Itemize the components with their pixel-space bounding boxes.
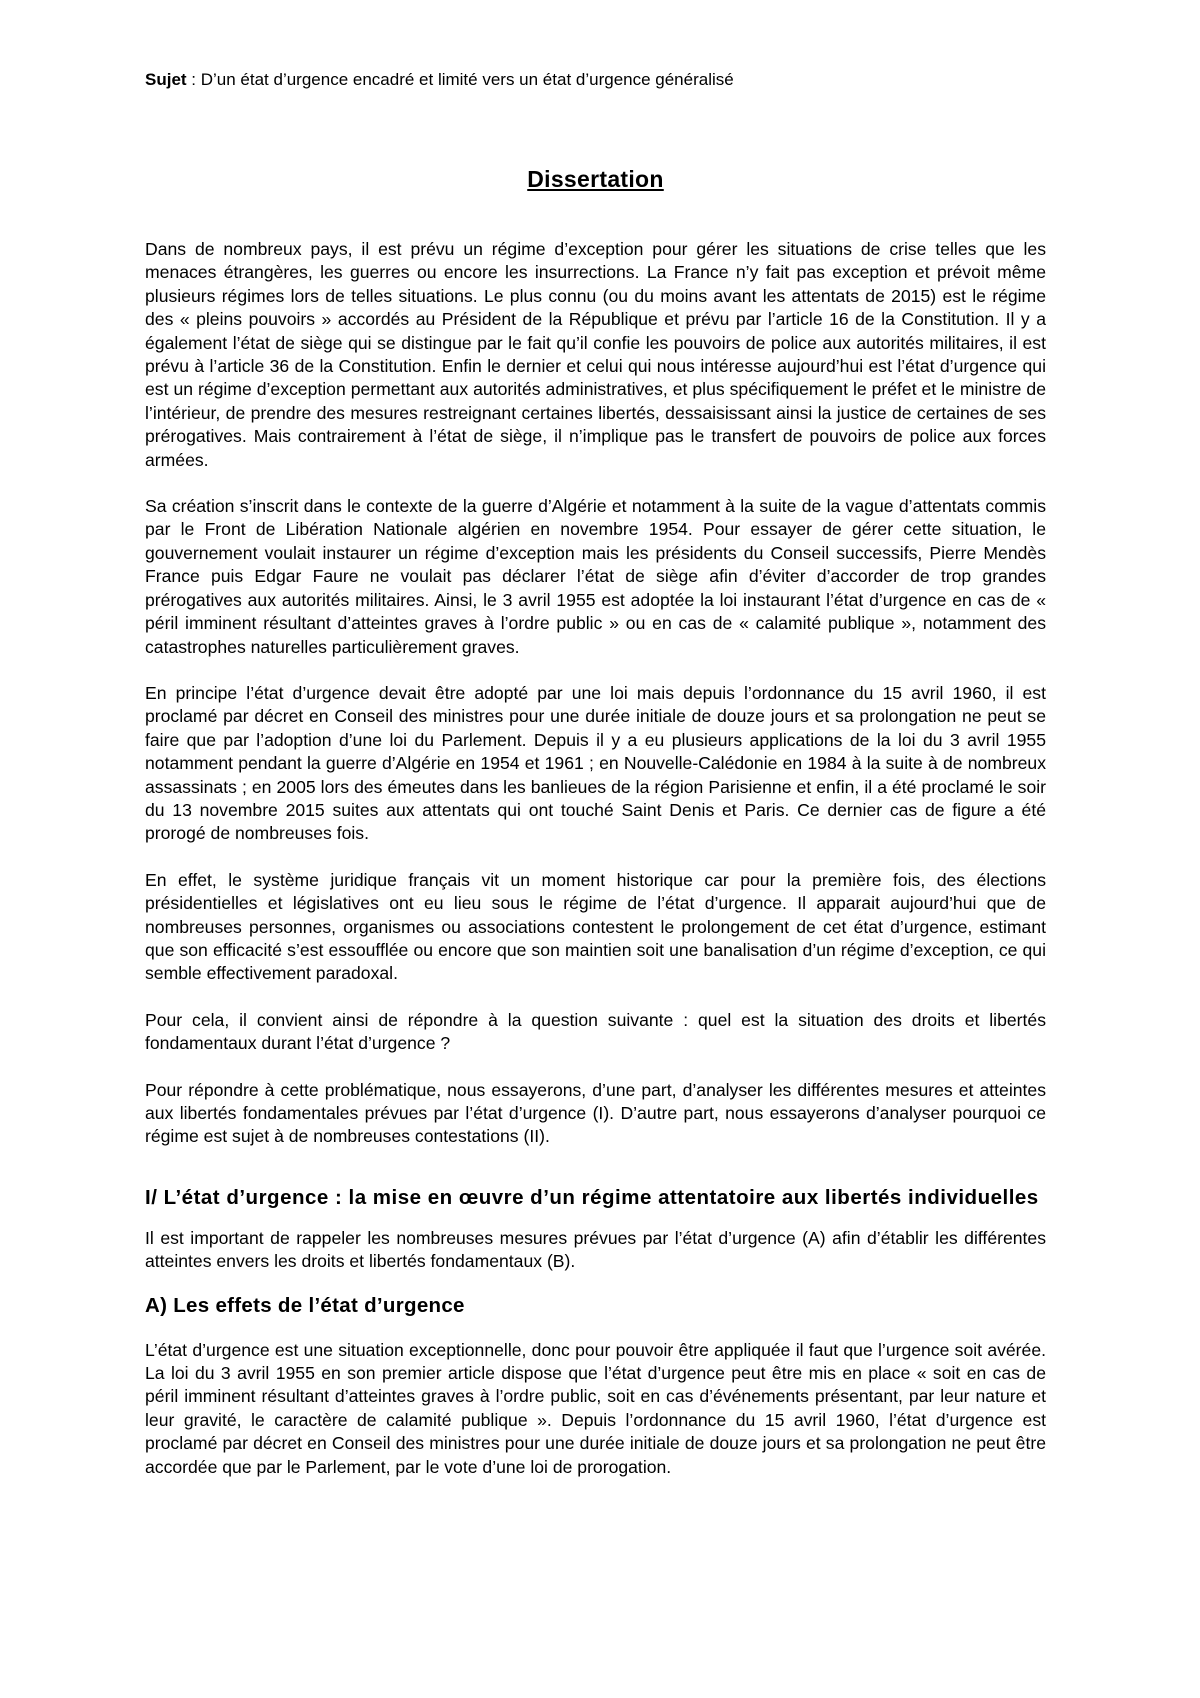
paragraph-annonce-plan: Pour répondre à cette problématique, nous essayerons, d’une part, d’analyser les différentes mesures et atteintes aux libertés fondamentales prévues par l’état d’urgence (I). D’autre part, nous essayerons d’analyser pourquoi ce régime est sujet à de nombreuses contestations (II). xyxy=(145,1079,1046,1147)
subsection-a-paragraph: L’état d’urgence est une situation exceptionnelle, donc pour pouvoir être appliquée il faut que l’urgence soit avérée. La loi du 3 avril 1955 en son premier article dispose que l’état d’urgence peut être mis en place « soit en cas de péril imminent résultant d’atteintes graves à l’ordre public, soit en cas d’événements présentant, par leur nature et leur gravité, le caractère de calamité publique ». Depuis l’ordonnance du 15 avril 1960, l’état d’urgence est proclamé par décret en Conseil des ministres pour une durée initiale de douze jours et sa prolongation ne peut être accordée que par le Parlement, par le vote d’une loi de prorogation. xyxy=(145,1339,1046,1477)
subsection-a-heading: A) Les effets de l’état d’urgence xyxy=(145,1293,465,1317)
subject-text: : D’un état d’urgence encadré et limité vers un état d’urgence généralisé xyxy=(186,70,734,89)
document-page xyxy=(145,68,1046,1479)
section-1-heading: I/ L’état d’urgence : la mise en œuvre d’un régime attentatoire aux libertés individuelles xyxy=(145,1185,1039,1209)
paragraph-problematique: Pour cela, il convient ainsi de répondre à la question suivante : quel est la situation des droits et libertés fondamentaux durant l’état d’urgence ? xyxy=(145,1009,1046,1054)
paragraph-intro-2: Sa création s’inscrit dans le contexte de la guerre d’Algérie et notamment à la suite de la vague d’attentats commis par le Front de Libération Nationale algérien en novembre 1954. Pour essayer de gérer cette situation, le gouvernement voulait instaurer un régime d’exception mais les présidents du Conseil successifs, Pierre Mendès France puis Edgar Faure ne voulait pas déclarer l’état de siège afin d’éviter d’accorder de trop grandes prérogatives aux autorités militaires. Ainsi, le 3 avril 1955 est adoptée la loi instaurant l’état d’urgence en cas de « péril imminent résultant d’atteintes graves à l’ordre public » ou en cas de « calamité publique », notamment des catastrophes naturelles particulièrement graves. xyxy=(145,496,1046,657)
subject-line xyxy=(145,68,1046,91)
section-1-intro: Il est important de rappeler les nombreuses mesures prévues par l’état d’urgence (A) afin d’établir les différentes atteintes envers les droits et libertés fondamentaux (B). xyxy=(145,1227,1046,1272)
paragraph-intro-1: Dans de nombreux pays, il est prévu un régime d’exception pour gérer les situations de crise telles que les menaces étrangères, les guerres ou encore les insurrections. La France n’y fait pas exception et prévoit même plusieurs régimes lors de telles situations. Le plus connu (ou du moins avant les attentats de 2015) est le régime des « pleins pouvoirs » accordés au Président de la République et prévu par l’article 16 de la Constitution. Il y a également l’état de siège qui se distingue par le fait qu’il confie les pouvoirs de police aux autorités militaires, il est prévu à l’article 36 de la Constitution. Enfin le dernier et celui qui nous intéresse aujourd’hui est l’état d’urgence qui est un régime d’exception permettant aux autorités administratives, et plus spécifiquement le préfet et le ministre de l’intérieur, de prendre des mesures restreignant certaines libertés, dessaisissant ainsi la justice de certaines de ses prérogatives. Mais contrairement à l’état de siège, il n’implique pas le transfert de pouvoirs de police aux forces armées. xyxy=(145,239,1046,470)
document-title: Dissertation xyxy=(527,166,664,192)
paragraph-intro-3: En principe l’état d’urgence devait être adopté par une loi mais depuis l’ordonnance du 15 avril 1960, il est proclamé par décret en Conseil des ministres pour une durée initiale de douze jours et sa prolongation ne peut se faire que par l’adoption d’une loi du Parlement. Depuis il y a eu plusieurs applications de la loi du 3 avril 1955 notamment pendant la guerre d’Algérie en 1954 et 1961 ; en Nouvelle-Calédonie en 1984 à la suite à de nombreux assassinats ; en 2005 lors des émeutes dans les banlieues de la région Parisienne et enfin, il a été proclamé le soir du 13 novembre 2015 suites aux attentats qui ont touché Saint Denis et Paris. Ce dernier cas de figure a été prorogé de nombreuses fois. xyxy=(145,682,1046,844)
subject-label: Sujet xyxy=(145,70,187,89)
paragraph-intro-4: En effet, le système juridique français vit un moment historique car pour la première fois, des élections présidentielles et législatives ont eu lieu sous le régime de l’état d’urgence. Il apparait aujourd’hui que de nombreuses personnes, organismes ou associations contestent le prolongement de cet état d’urgence, estimant que son efficacité s’est essoufflée ou encore que son maintien soit une banalisation d’un régime d’exception, ce qui semble effectivement paradoxal. xyxy=(145,869,1046,984)
